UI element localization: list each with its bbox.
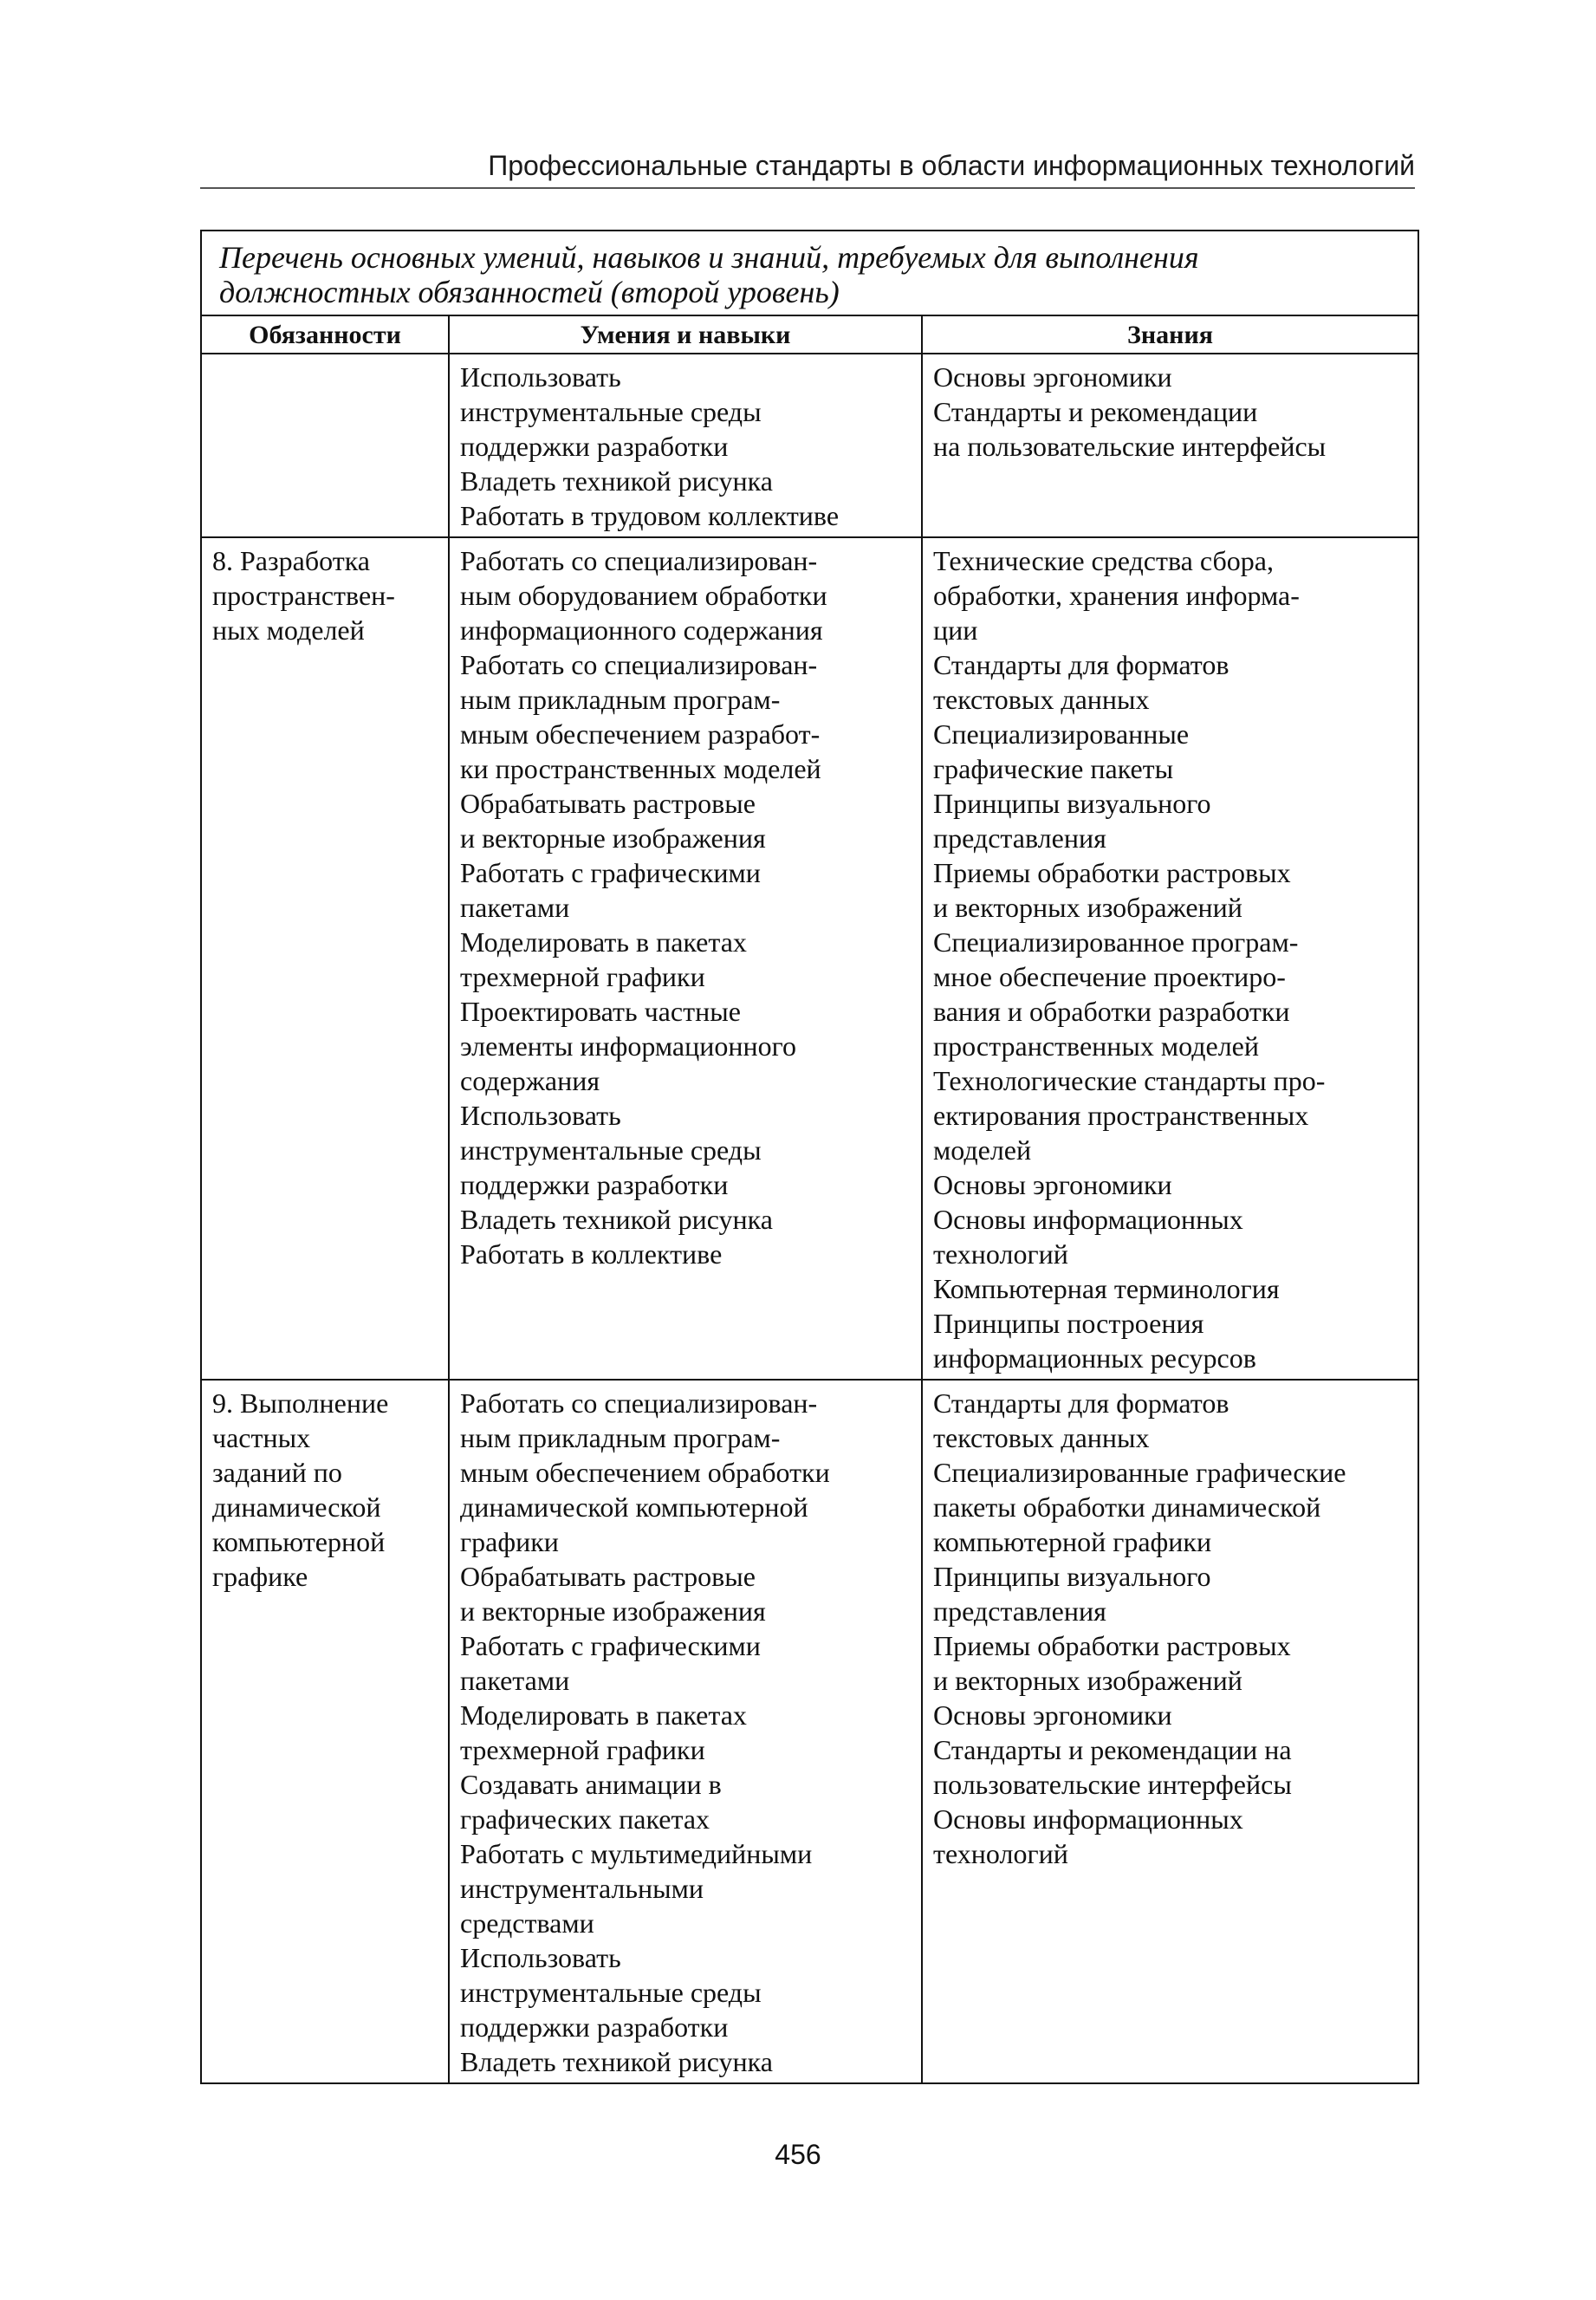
cell-line: Работать в трудовом коллективе: [460, 500, 840, 531]
cell-line: Стандарты для форматов: [933, 1387, 1229, 1419]
cell-line: компьютерной графики: [933, 1526, 1212, 1557]
cell-line: компьютерной: [212, 1526, 386, 1557]
cell-line: на пользовательские интерфейсы: [933, 431, 1327, 462]
cell-line: графических пакетах: [460, 1803, 710, 1835]
cell-line: пользовательские интерфейсы: [933, 1769, 1292, 1800]
cell-line: графике: [212, 1561, 308, 1592]
cell-line: Создавать анимации в: [460, 1769, 722, 1800]
duty-cell: [201, 537, 449, 1380]
skills-cell: [449, 354, 922, 537]
cell-line: Работать со специализирован-: [460, 649, 818, 680]
cell-line: заданий по: [212, 1457, 342, 1488]
cell-line: трехмерной графики: [460, 961, 705, 992]
cell-line: Принципы визуального: [933, 1561, 1211, 1592]
cell-line: ектирования пространственных: [933, 1100, 1309, 1131]
cell-line: Стандарты и рекомендации на: [933, 1734, 1292, 1765]
cell-line: Специализированные графические: [933, 1457, 1346, 1488]
cell-line: Работать со специализирован-: [460, 545, 818, 576]
cell-line: ным прикладным програм-: [460, 1422, 781, 1453]
cell-line: 8. Разработка: [212, 545, 370, 576]
cell-line: Основы эргономики: [933, 361, 1172, 393]
cell-line: Компьютерная терминология: [933, 1273, 1280, 1304]
cell-line: Основы информационных: [933, 1803, 1243, 1835]
cell-line: 9. Выполнение: [212, 1387, 389, 1419]
cell-line: текстовых данных: [933, 684, 1150, 715]
cell-line: Стандарты для форматов: [933, 649, 1229, 680]
cell-line: Использовать: [460, 1100, 621, 1131]
cell-line: поддержки разработки: [460, 431, 729, 462]
cell-line: Основы информационных: [933, 1204, 1243, 1235]
cell-line: и векторных изображений: [933, 1665, 1242, 1696]
table-row: [201, 1380, 1418, 2083]
cell-line: Специализированное програм-: [933, 926, 1299, 958]
table-row: [201, 537, 1418, 1380]
cell-line: Технологические стандарты про-: [933, 1065, 1326, 1096]
cell-line: мным обеспечением обработки: [460, 1457, 830, 1488]
competency-table: [200, 230, 1419, 2084]
running-head: Профессиональные стандарты в области информационных технологий: [488, 150, 1415, 181]
cell-line: мное обеспечение проектиро-: [933, 961, 1286, 992]
skills-cell: [449, 537, 922, 1380]
cell-line: информационного содержания: [460, 614, 823, 646]
cell-line: и векторных изображений: [933, 892, 1242, 923]
cell-line: текстовых данных: [933, 1422, 1150, 1453]
header-divider: [200, 187, 1415, 189]
cell-line: Стандарты и рекомендации: [933, 396, 1258, 427]
cell-line: Основы эргономики: [933, 1699, 1172, 1731]
cell-line: Обрабатывать растровые: [460, 788, 756, 819]
column-header-skills: Умения и навыки: [449, 315, 922, 354]
column-header-duties: Обязанности: [201, 315, 449, 354]
cell-line: графические пакеты: [933, 753, 1174, 784]
cell-line: технологий: [933, 1838, 1068, 1869]
cell-line: содержания: [460, 1065, 600, 1096]
cell-line: Работать с графическими: [460, 1630, 761, 1661]
duty-cell: [201, 1380, 449, 2083]
cell-line: Работать со специализирован-: [460, 1387, 818, 1419]
cell-line: Работать с мультимедийными: [460, 1838, 813, 1869]
cell-line: поддержки разработки: [460, 2011, 729, 2043]
knowledge-cell: [922, 354, 1418, 537]
cell-line: Моделировать в пакетах: [460, 1699, 747, 1731]
cell-line: Приемы обработки растровых: [933, 857, 1291, 888]
knowledge-cell: [922, 537, 1418, 1380]
page-number: 456: [775, 2139, 821, 2170]
cell-line: трехмерной графики: [460, 1734, 705, 1765]
cell-line: пакетами: [460, 1665, 570, 1696]
cell-line: мным обеспечением разработ-: [460, 718, 821, 750]
cell-line: частных: [212, 1422, 311, 1453]
cell-line: Владеть техникой рисунка: [460, 1204, 773, 1235]
cell-line: представления: [933, 1595, 1106, 1627]
cell-line: Специализированные: [933, 718, 1190, 750]
cell-line: пакеты обработки динамической: [933, 1491, 1321, 1523]
cell-line: Использовать: [460, 1942, 621, 1973]
cell-line: Приемы обработки растровых: [933, 1630, 1291, 1661]
cell-line: инструментальные среды: [460, 1134, 762, 1166]
cell-line: Принципы визуального: [933, 788, 1211, 819]
cell-line: пакетами: [460, 892, 570, 923]
cell-line: Технические средства сбора,: [933, 545, 1274, 576]
cell-line: Основы эргономики: [933, 1169, 1172, 1200]
table-caption-row: [201, 231, 1418, 315]
cell-line: инструментальными: [460, 1873, 704, 1904]
cell-line: обработки, хранения информа-: [933, 580, 1300, 611]
cell-line: Работать с графическими: [460, 857, 761, 888]
cell-line: представления: [933, 822, 1106, 854]
cell-line: вания и обработки разработки: [933, 996, 1290, 1027]
cell-line: Владеть техникой рисунка: [460, 2046, 773, 2077]
cell-line: поддержки разработки: [460, 1169, 729, 1200]
table-header-row: [201, 315, 1418, 354]
cell-line: ным прикладным програм-: [460, 684, 781, 715]
cell-line: и векторные изображения: [460, 822, 766, 854]
table-row: [201, 354, 1418, 537]
cell-line: Проектировать частные: [460, 996, 741, 1027]
cell-line: элементы информационного: [460, 1030, 796, 1062]
cell-line: динамической: [212, 1491, 381, 1523]
cell-line: Моделировать в пакетах: [460, 926, 747, 958]
cell-line: ции: [933, 614, 978, 646]
caption-line: должностных обязанностей (второй уровень): [219, 275, 840, 309]
cell-line: средствами: [460, 1907, 594, 1939]
knowledge-cell: [922, 1380, 1418, 2083]
cell-line: ных моделей: [212, 614, 365, 646]
cell-line: Обрабатывать растровые: [460, 1561, 756, 1592]
cell-line: Принципы построения: [933, 1308, 1204, 1339]
cell-line: технологий: [933, 1238, 1068, 1270]
cell-line: инструментальные среды: [460, 1977, 762, 2008]
cell-line: моделей: [933, 1134, 1032, 1166]
cell-line: ки пространственных моделей: [460, 753, 821, 784]
cell-line: ным оборудованием обработки: [460, 580, 827, 611]
cell-line: графики: [460, 1526, 559, 1557]
table-body: [201, 354, 1418, 2083]
cell-line: Владеть техникой рисунка: [460, 465, 773, 497]
cell-line: пространствен-: [212, 580, 395, 611]
cell-line: пространственных моделей: [933, 1030, 1259, 1062]
cell-line: динамической компьютерной: [460, 1491, 808, 1523]
cell-line: информационных ресурсов: [933, 1342, 1256, 1374]
duty-cell: [201, 354, 449, 537]
cell-line: инструментальные среды: [460, 396, 762, 427]
skills-cell: [449, 1380, 922, 2083]
cell-line: Работать в коллективе: [460, 1238, 723, 1270]
cell-line: и векторные изображения: [460, 1595, 766, 1627]
column-header-knowledge: Знания: [922, 315, 1418, 354]
cell-line: Использовать: [460, 361, 621, 393]
table-caption: [201, 231, 1418, 315]
caption-line: Перечень основных умений, навыков и знаний, требуемых для выполнения: [219, 240, 1199, 275]
